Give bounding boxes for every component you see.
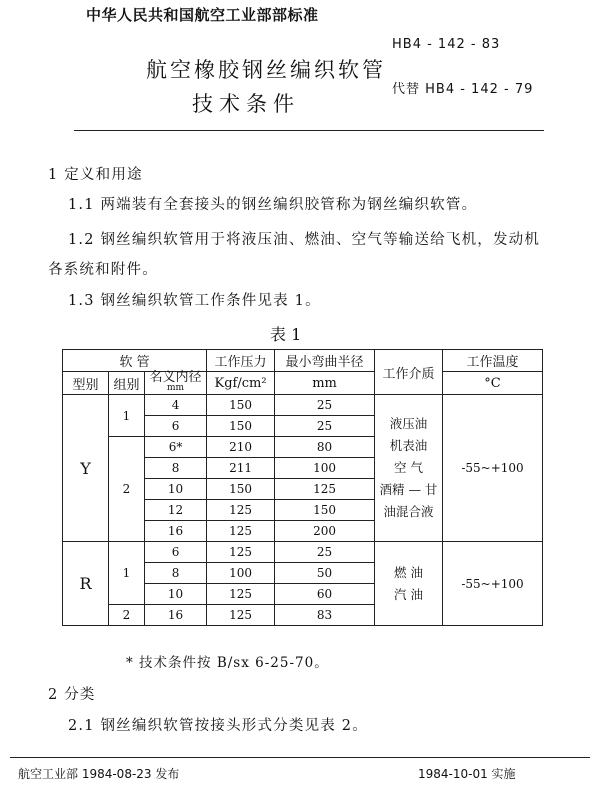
row-pressure: 150 [207,395,275,416]
medium-y-3: 空 气 [394,460,423,475]
row-pressure: 211 [207,458,275,479]
row-dia: 6* [145,437,207,458]
group-r2: 2 [109,605,145,626]
section-1-heading: 1 定义和用途 [48,167,143,183]
type-y: Y [63,395,109,542]
header-temp: 工作温度 [443,350,543,372]
medium-r-2: 汽 油 [394,586,423,602]
row-dia: 16 [145,521,207,542]
temp-unit: °C [443,372,543,395]
section-2-heading: 2 分类 [48,687,96,703]
row-pressure: 150 [207,479,275,500]
table-footnote: * 技术条件按 B/sx 6-25-70。 [126,655,329,671]
section-2-1: 2.1 钢丝编织软管按接头形式分类见表 2。 [68,718,368,734]
row-pressure: 125 [207,584,275,605]
row-radius: 100 [275,458,375,479]
row-dia: 4 [145,395,207,416]
issuer-header: 中华人民共和国航空工业部部标准 [86,6,319,24]
row-pressure: 125 [207,542,275,563]
row-pressure: 210 [207,437,275,458]
row-pressure: 125 [207,521,275,542]
header-group: 组别 [109,372,145,395]
row-dia: 8 [145,458,207,479]
header-type: 型别 [63,372,109,395]
doc-title-line2: 技术条件 [192,92,300,116]
medium-y-2: 机表油 [389,438,428,453]
footer-rule [10,757,590,758]
replaces-standard: 代替 HB4 - 142 - 79 [392,82,534,97]
row-radius: 150 [275,500,375,521]
group-y2: 2 [109,437,145,542]
row-dia: 10 [145,479,207,500]
medium-r [375,542,443,626]
row-radius: 125 [275,479,375,500]
inner-dia-unit: mm [166,383,185,393]
group-r1: 1 [109,542,145,605]
effective-date: 1984-10-01 实施 [418,767,516,781]
inner-dia-label: 名义内径 [149,370,202,385]
section-1-3: 1.3 钢丝编织软管工作条件见表 1。 [68,293,321,309]
medium-y [375,395,443,542]
radius-unit: mm [275,372,375,395]
row-radius: 83 [275,605,375,626]
row-radius: 50 [275,563,375,584]
medium-r-1: 燃 油 [394,564,423,580]
temp-r: -55~+100 [443,542,543,626]
row-radius: 200 [275,521,375,542]
type-r: R [63,542,109,626]
section-1-1: 1.1 两端装有全套接头的钢丝编织胶管称为钢丝编织软管。 [68,197,478,213]
row-radius: 25 [275,416,375,437]
row-dia: 8 [145,563,207,584]
row-pressure: 125 [207,500,275,521]
header-medium: 工作介质 [375,350,443,395]
group-y1: 1 [109,395,145,437]
row-radius: 25 [275,395,375,416]
header-hose: 软 管 [63,350,207,372]
standard-number: HB4 - 142 - 83 [392,37,501,52]
doc-title-line1: 航空橡胶钢丝编织软管 [146,58,386,82]
table-caption: 表 1 [270,325,302,344]
row-dia: 12 [145,500,207,521]
temp-y: -55~+100 [443,395,543,542]
medium-y-1: 液压油 [389,416,428,431]
row-pressure: 150 [207,416,275,437]
header-pressure: 工作压力 [207,350,275,372]
row-pressure: 125 [207,605,275,626]
row-dia: 16 [145,605,207,626]
row-dia: 6 [145,416,207,437]
row-radius: 25 [275,542,375,563]
medium-y-4: 酒精 — 甘 [379,482,438,497]
row-radius: 80 [275,437,375,458]
header-inner-dia [145,372,207,395]
row-pressure: 100 [207,563,275,584]
section-1-2-line2: 各系统和附件。 [48,262,158,278]
header-rule [74,130,544,131]
issue-date: 航空工业部 1984-08-23 发布 [18,767,180,781]
row-dia: 6 [145,542,207,563]
section-1-2-line1: 1.2 钢丝编织软管用于将液压油、燃油、空气等输送给飞机，发动机 [68,232,541,248]
medium-y-5: 油混合液 [383,504,434,519]
pressure-unit: Kgf/cm² [207,372,275,395]
working-conditions-table [62,349,543,626]
row-dia: 10 [145,584,207,605]
row-radius: 60 [275,584,375,605]
header-radius: 最小弯曲半径 [275,350,375,372]
